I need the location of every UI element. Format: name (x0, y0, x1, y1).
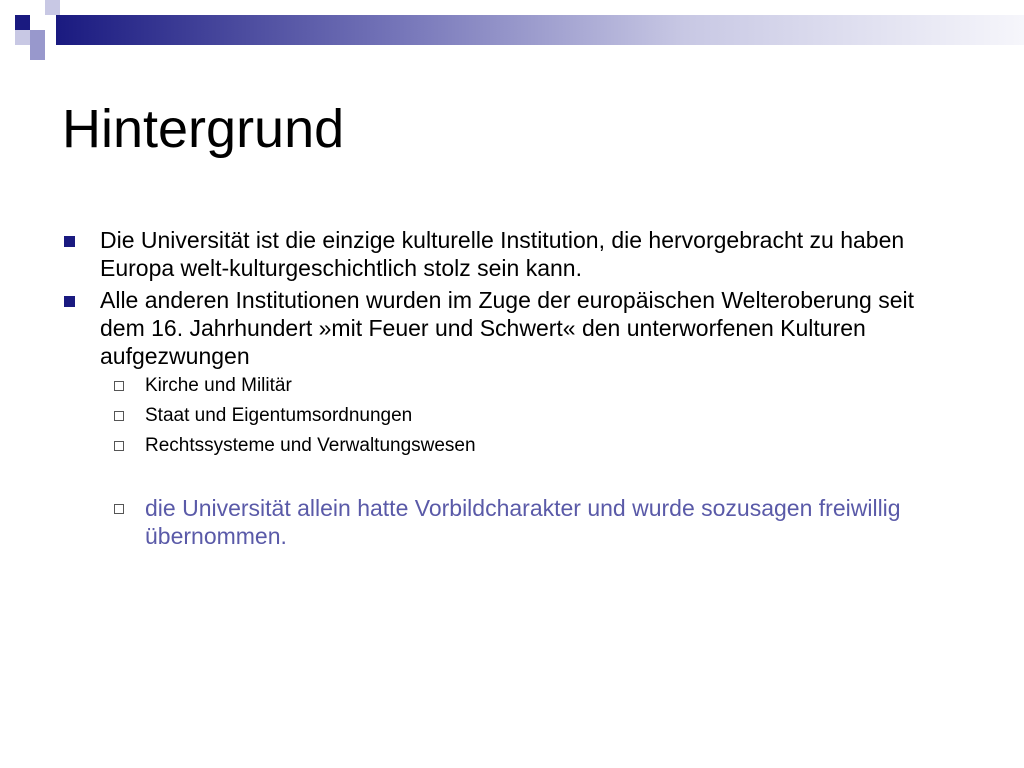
subbullet-text: Staat und Eigentumsordnungen (145, 405, 413, 426)
filled-square-icon (64, 236, 75, 247)
slide-title: Hintergrund (62, 99, 345, 159)
decor-square-dark (15, 15, 30, 30)
bullet-text: Die Universität ist die einzige kulturelle Institution, die hervorgebracht zu haben Europa welt-kulturgeschichtlich stolz sein kann. (100, 227, 905, 281)
subbullet-text: Kirche und Militär (145, 375, 292, 396)
decor-square-light (45, 0, 60, 15)
decor-square-mid (30, 45, 45, 60)
hollow-square-icon (114, 441, 124, 451)
header-gradient-bar (56, 15, 1024, 45)
bullet-item (62, 226, 962, 282)
decor-square-light (15, 30, 30, 45)
decor-square-white (30, 15, 45, 30)
decor-square-mid (30, 30, 45, 45)
bullet-item (62, 286, 962, 370)
subbullet-text: Rechtssysteme und Verwaltungswesen (145, 435, 476, 456)
highlight-text: die Universität allein hatte Vorbildcharakter und wurde sozusagen freiwillig übernommen. (145, 495, 901, 549)
subbullet-item (62, 374, 962, 398)
bullet-text: Alle anderen Institutionen wurden im Zuge der europäischen Welteroberung seit dem 16. Jahrhundert »mit Feuer und Schwert« den unterworfenen Kulturen aufgezwungen (100, 287, 915, 369)
hollow-square-icon (114, 504, 124, 514)
subbullet-item (62, 434, 962, 458)
hollow-square-icon (114, 381, 124, 391)
hollow-square-icon (114, 411, 124, 421)
highlight-subbullet (62, 494, 962, 550)
subbullet-item (62, 404, 962, 428)
slide-content (62, 226, 962, 556)
filled-square-icon (64, 296, 75, 307)
